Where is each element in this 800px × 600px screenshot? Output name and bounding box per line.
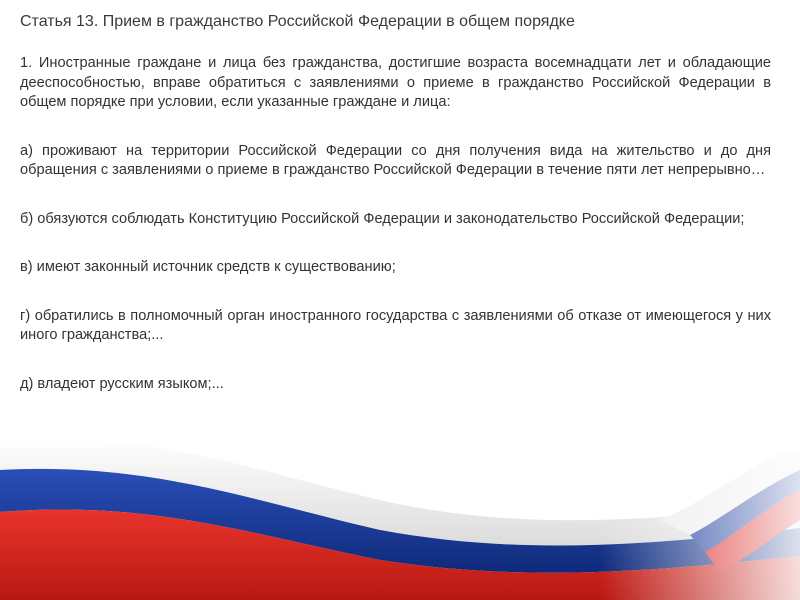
article-title: Статья 13. Прием в гражданство Российской Федерации в общем порядке (20, 13, 575, 30)
paragraph-item-a: а) проживают на территории Российской Федерации со дня получения вида на жительство и до дня обращения с заявлениями о приеме в гражданство Российской Федерации в течение пяти лет непрерывно… (20, 142, 771, 178)
paragraph-clause-1: 1. Иностранные граждане и лица без гражданства, достигшие возраста восемнадцати лет и обладающие дееспособностью, вправе обратиться с заявлениями о приеме в гражданство Российской Федерации в общем порядке при условии, если указанные граждане и лица: (20, 55, 771, 110)
paragraph-item-v: в) имеют законный источник средств к существованию; (20, 259, 396, 275)
paragraph-item-b: б) обязуются соблюдать Конституцию Российской Федерации и законодательство Российской Федерации; (20, 210, 745, 227)
article-content (20, 12, 771, 423)
paragraph-item-d: д) владеют русским языком;... (20, 375, 224, 392)
paragraph-item-g: г) обратились в полномочный орган иностранного государства с заявлениями об отказе от имеющегося у них иного гражданства;... (20, 307, 771, 343)
